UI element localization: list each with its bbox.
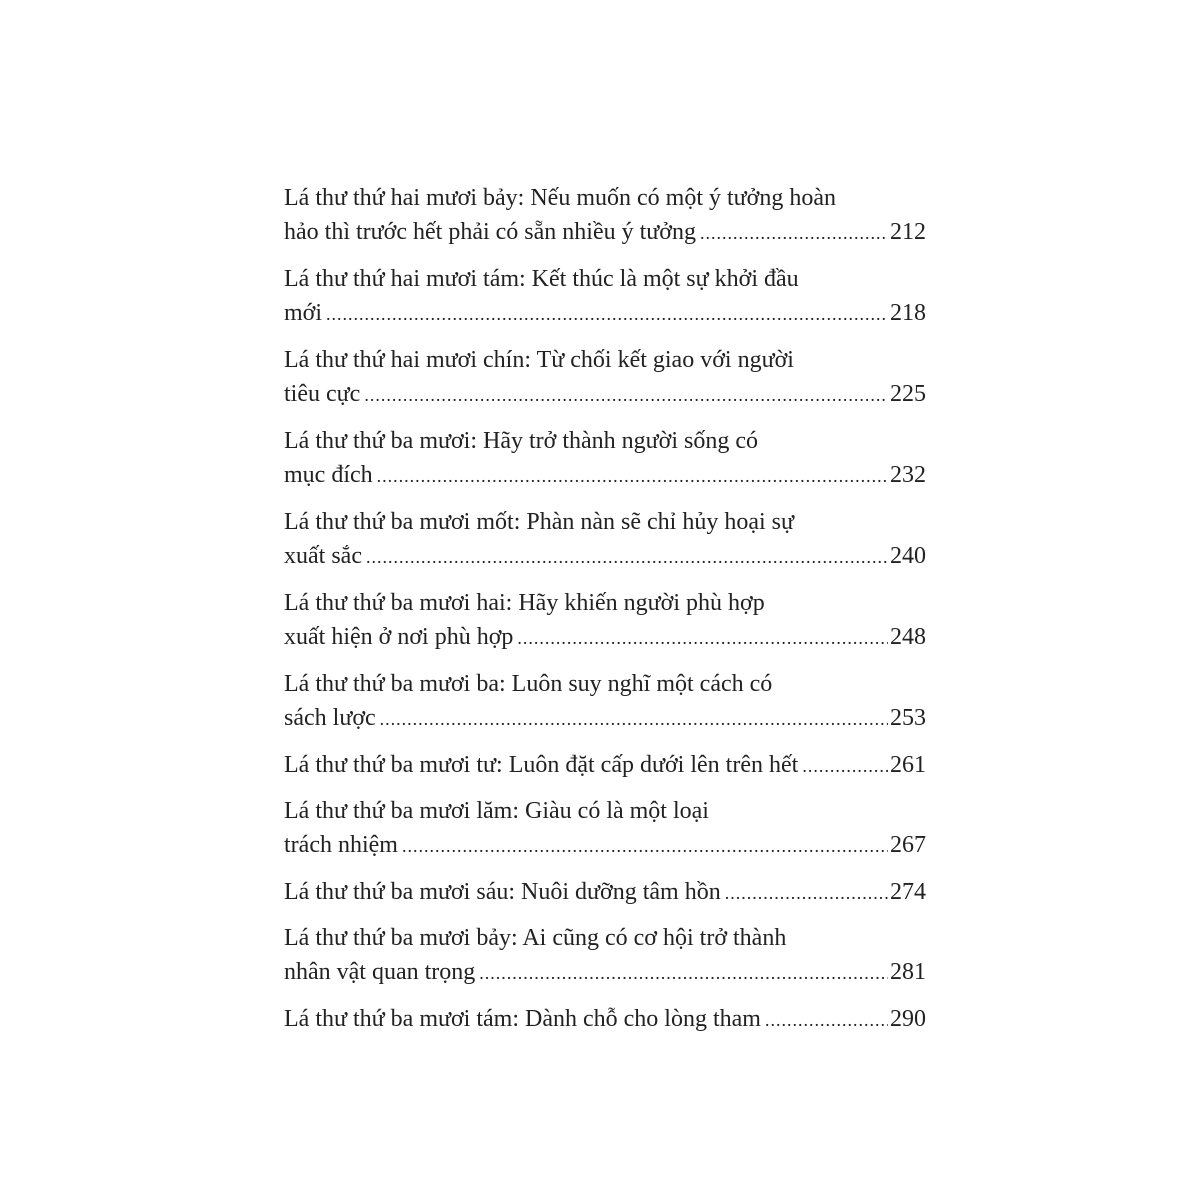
toc-entry xyxy=(284,748,926,782)
toc-entry-title-end: Lá thư thứ ba mươi tám: Dành chỗ cho lòng tham xyxy=(284,1006,761,1032)
toc-entry-last-line xyxy=(284,458,926,492)
toc-entry-last-line xyxy=(284,955,926,989)
toc-entry-title-end: xuất hiện ở nơi phù hợp xyxy=(284,624,514,650)
toc-entry-title-line: Lá thư thứ ba mươi hai: Hãy khiến người phù hợp xyxy=(284,590,765,616)
dot-leader xyxy=(765,1003,888,1037)
toc-page-number: 253 xyxy=(890,705,926,731)
toc-page-number: 267 xyxy=(890,832,926,858)
toc-entry-title-end: Lá thư thứ ba mươi sáu: Nuôi dưỡng tâm hồn xyxy=(284,879,721,905)
toc-entry xyxy=(284,505,926,573)
toc-entry-last-line xyxy=(284,701,926,735)
dot-leader xyxy=(364,378,888,412)
dot-leader xyxy=(380,702,888,736)
toc-entry-title-end: nhân vật quan trọng xyxy=(284,959,476,985)
dot-leader xyxy=(377,459,888,493)
dot-leader xyxy=(700,216,888,250)
toc-entry-title-line: Lá thư thứ hai mươi tám: Kết thúc là một sự khởi đầu xyxy=(284,266,799,292)
toc-page-number: 274 xyxy=(890,879,926,905)
toc-entry-last-line xyxy=(284,215,926,249)
toc-entry-title-line: Lá thư thứ ba mươi lăm: Giàu có là một loại xyxy=(284,798,709,824)
toc-entry xyxy=(284,262,926,330)
toc-page-number: 232 xyxy=(890,462,926,488)
toc-entry-last-line xyxy=(284,875,926,909)
dot-leader xyxy=(479,956,888,990)
toc-entry xyxy=(284,875,926,909)
toc-entry-last-line xyxy=(284,377,926,411)
toc-entry xyxy=(284,1002,926,1036)
toc-page-number: 261 xyxy=(890,752,926,778)
toc-page-number: 212 xyxy=(890,219,926,245)
toc-entry-last-line xyxy=(284,828,926,862)
toc-entry-title-end: sách lược xyxy=(284,705,376,731)
toc-entry xyxy=(284,667,926,735)
toc-entry xyxy=(284,586,926,654)
toc-page-number: 218 xyxy=(890,300,926,326)
toc-entry-title-end: hảo thì trước hết phải có sẵn nhiều ý tưởng xyxy=(284,219,696,245)
toc-entry-title-line: Lá thư thứ hai mươi bảy: Nếu muốn có một ý tưởng hoàn xyxy=(284,185,836,211)
dot-leader xyxy=(725,876,888,910)
toc-entry-title-line: Lá thư thứ ba mươi ba: Luôn suy nghĩ một cách có xyxy=(284,671,773,697)
toc-entry-title-end: tiêu cực xyxy=(284,381,361,407)
toc-page-number: 225 xyxy=(890,381,926,407)
toc-entry xyxy=(284,343,926,411)
table-of-contents xyxy=(284,181,926,1048)
toc-entry-last-line xyxy=(284,620,926,654)
toc-page-number: 248 xyxy=(890,624,926,650)
dot-leader xyxy=(366,540,888,574)
toc-entry xyxy=(284,921,926,989)
toc-entry-title-line: Lá thư thứ hai mươi chín: Từ chối kết giao với người xyxy=(284,347,794,373)
toc-entry-title-end: mục đích xyxy=(284,462,373,488)
dot-leader xyxy=(326,297,888,331)
toc-entry xyxy=(284,794,926,862)
toc-entry-title-line: Lá thư thứ ba mươi bảy: Ai cũng có cơ hội trở thành xyxy=(284,925,787,951)
toc-entry-title-end: trách nhiệm xyxy=(284,832,398,858)
dot-leader xyxy=(802,749,888,783)
toc-entry-last-line xyxy=(284,1002,926,1036)
toc-entry-title-line: Lá thư thứ ba mươi: Hãy trở thành người sống có xyxy=(284,428,759,454)
toc-entry-title-end: Lá thư thứ ba mươi tư: Luôn đặt cấp dưới lên trên hết xyxy=(284,752,799,778)
toc-page-number: 290 xyxy=(890,1006,926,1032)
toc-entry-title-end: xuất sắc xyxy=(284,543,362,569)
toc-entry-last-line xyxy=(284,296,926,330)
dot-leader xyxy=(402,829,888,863)
toc-entry-title-line: Lá thư thứ ba mươi mốt: Phàn nàn sẽ chỉ hủy hoại sự xyxy=(284,509,794,535)
toc-entry-title-end: mới xyxy=(284,300,323,326)
toc-entry xyxy=(284,181,926,249)
toc-page-number: 281 xyxy=(890,959,926,985)
toc-page-number: 240 xyxy=(890,543,926,569)
toc-entry xyxy=(284,424,926,492)
toc-entry-last-line xyxy=(284,748,926,782)
dot-leader xyxy=(517,621,888,655)
toc-entry-last-line xyxy=(284,539,926,573)
